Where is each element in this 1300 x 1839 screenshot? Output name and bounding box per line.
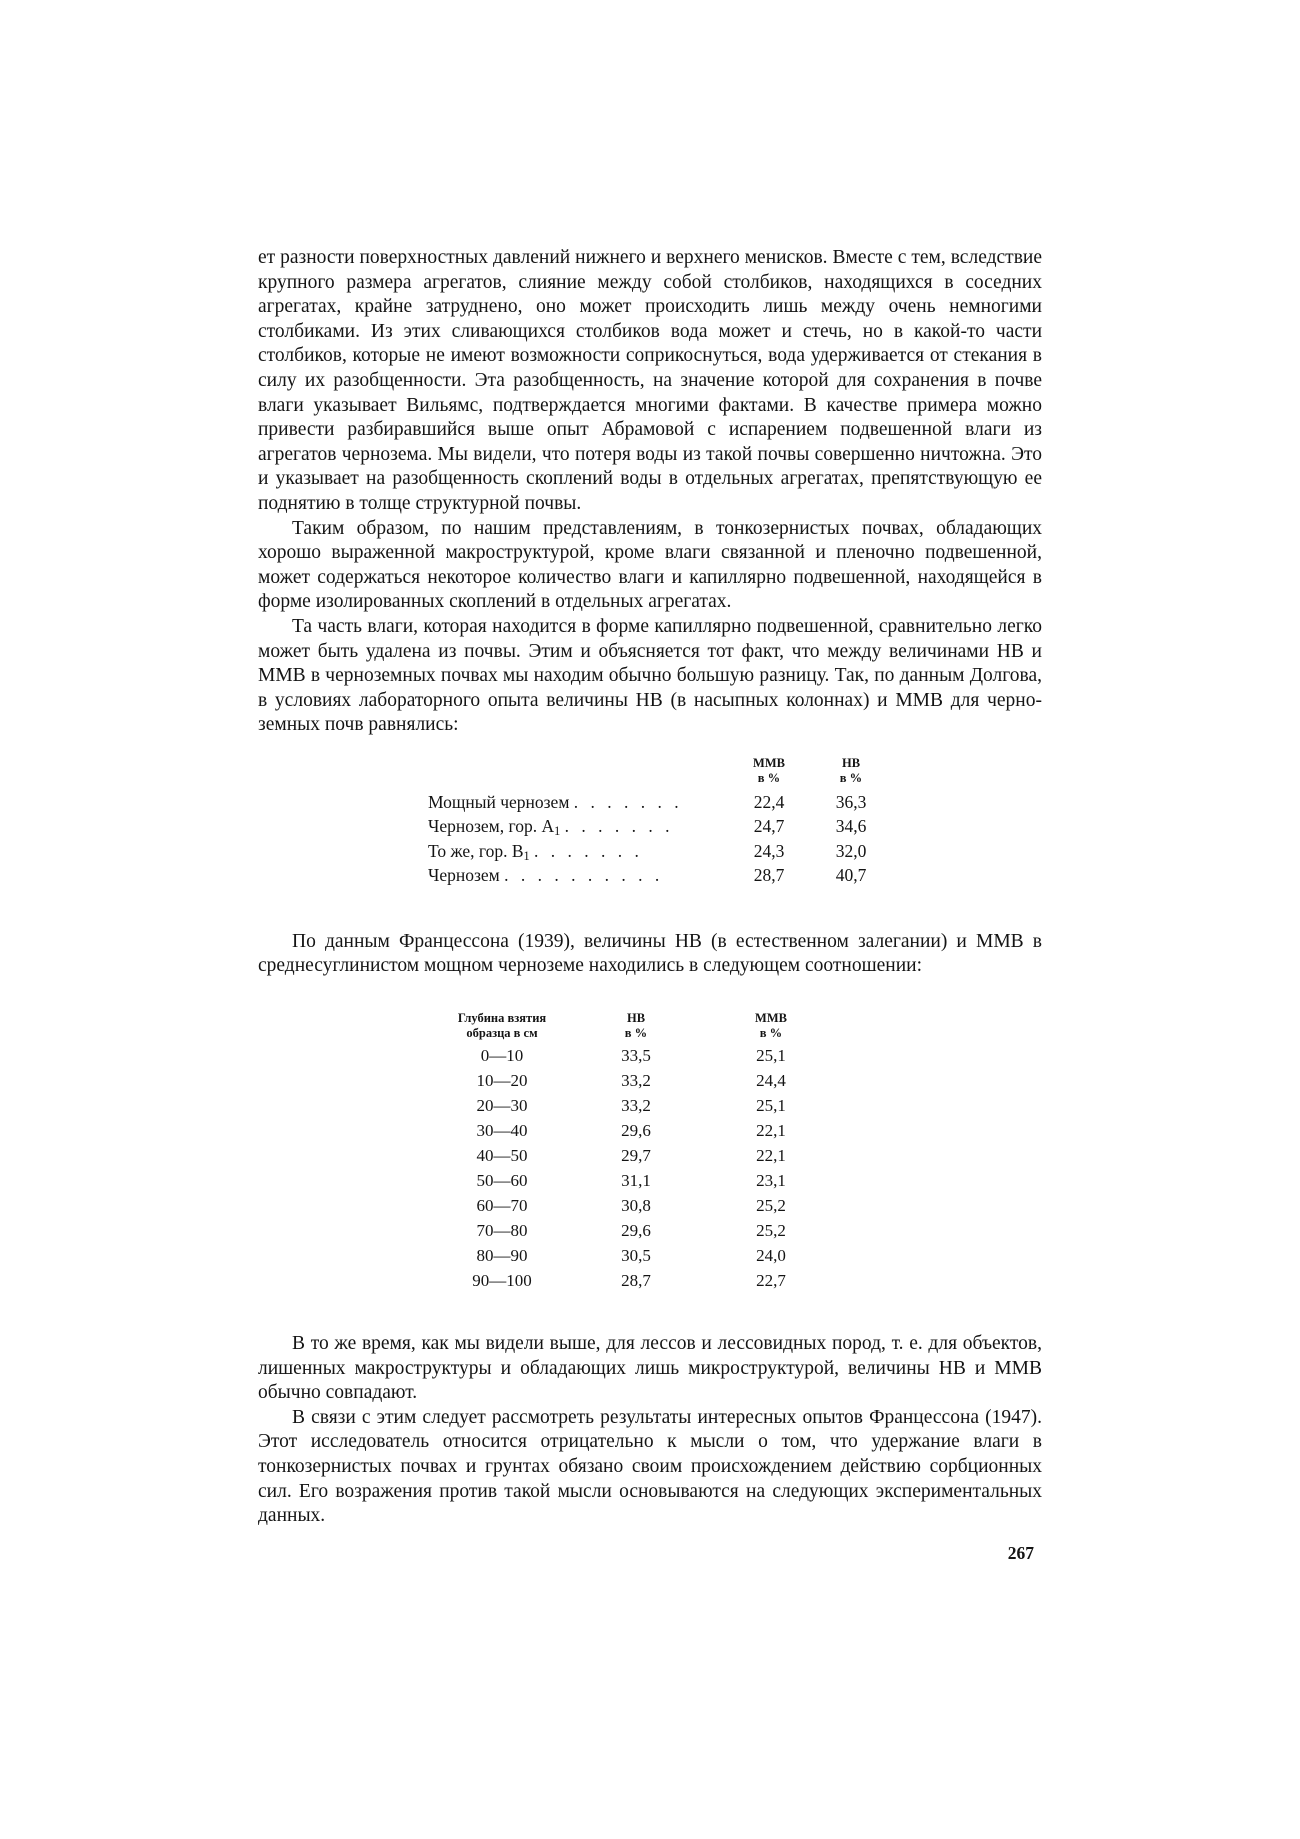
value-mmv: 23,1 bbox=[756, 1171, 786, 1191]
paragraph-5: В то же время, как мы видели выше, для лессов и лессовидных пород, т. е. для объектов, лишенных макроструктуры и обладающих лишь микроструктурой, величины НВ и ММВ обычно совпадают. bbox=[258, 1333, 1042, 1404]
table-row bbox=[428, 1121, 846, 1146]
value-hv: 28,7 bbox=[621, 1271, 651, 1291]
col-unit: в % bbox=[757, 770, 781, 785]
paragraph-3: Та часть влаги, которая находится в форме капиллярно подвешенной, сравнительно легко может быть удалена из почвы. Этим и объясняется тот факт, что между величинами НВ и ММВ в черноземных почвах мы находим обычно большую разницу. Так, по данным Долгова, в условиях лабораторного опыта величины НВ (в насыпных колоннах) и ММВ для черноземных почв равнялись: bbox=[258, 615, 1042, 736]
value-mmv: 22,7 bbox=[756, 1271, 786, 1291]
value-mmv: 25,1 bbox=[756, 1096, 786, 1116]
table-row bbox=[428, 1271, 846, 1296]
value-depth: 20—30 bbox=[476, 1096, 528, 1116]
value-mmv: 24,3 bbox=[753, 840, 785, 861]
table-header-row bbox=[258, 756, 892, 792]
table-row bbox=[428, 1246, 846, 1271]
subscript: 1 bbox=[523, 848, 530, 863]
value-depth: 60—70 bbox=[476, 1196, 528, 1216]
row-label: Мощный чернозем bbox=[428, 791, 570, 812]
value-hv: 29,7 bbox=[621, 1146, 651, 1166]
paragraph-6: В связи с этим следует рассмотреть результаты интересных опытов Францессона (1947). Этот исследователь относится отрицательно к мысли о том, что удержание влаги в тонкозернистых почвах и грунтах обязано своим происхождением действию сорбционных сил. Его возражения против такой мысли основываются на следующих экспериментальных данных. bbox=[258, 1406, 1042, 1527]
row-label: Чернозем, гор. A bbox=[428, 816, 555, 837]
table-row bbox=[258, 865, 892, 890]
table-row bbox=[258, 841, 892, 866]
value-depth: 80—90 bbox=[476, 1246, 528, 1266]
value-depth: 30—40 bbox=[476, 1121, 528, 1141]
leader-dots: . . . . . . . . . . bbox=[504, 865, 664, 886]
paragraph-1: ет разности поверхностных давлений нижнего и верхнего менисков. Вместе с тем, вследствие крупного размера агрегатов, слияние между собой столбиков, находящихся в соседних агрегатах, крайне затруднено, оно может происходить лишь между очень немногими столбиками. Из этих сливающихся столбиков вода может и стечь, но в какой-то части столбиков, которые не имеют возможности соприкоснуться, вода удерживается от стекания в силу их разобщенности. Эта разобщенность, на значение которой для сохранения в почве влаги указывает Вильямс, подтверждается многими фактами. В качестве примера можно привести разбиравшийся выше опыт Абрамовой с испарением подвешенной влаги из агрегатов чернозема. Мы видели, что потеря воды из такой почвы совершенно ничтожна. Это и указывает на разобщенность скоплений воды в отдельных агрегатах, препятствующую ее поднятию в толще структурной почвы. bbox=[258, 247, 1042, 514]
table-row bbox=[428, 1046, 846, 1071]
value-depth: 40—50 bbox=[476, 1146, 528, 1166]
col-header-mmv: ММВ bbox=[753, 755, 785, 770]
leader-dots: . . . . . . . bbox=[573, 791, 683, 812]
col-header-depth: Глубина взятия bbox=[457, 1011, 547, 1026]
col-header-mmv: ММВ bbox=[755, 1011, 787, 1026]
book-page bbox=[258, 246, 1042, 1564]
value-mmv: 22,1 bbox=[756, 1146, 786, 1166]
value-mmv: 22,1 bbox=[756, 1121, 786, 1141]
value-hv: 32,0 bbox=[835, 840, 867, 861]
value-hv: 33,5 bbox=[621, 1046, 651, 1066]
value-mmv: 28,7 bbox=[753, 865, 785, 886]
page-number: 267 bbox=[1007, 1542, 1034, 1563]
table-row bbox=[428, 1221, 846, 1246]
table-header-row bbox=[428, 1011, 846, 1046]
table-row bbox=[428, 1146, 846, 1171]
value-hv: 36,3 bbox=[835, 791, 867, 812]
paragraph-2: Таким образом, по нашим представлениям, в тонкозернистых почвах, обладающих хорошо выраженной макроструктурой, кроме влаги связанной и пленочно подвешенной, может содержаться некоторое количество влаги и капиллярно подвешенной, находящейся в форме изолированных скоплений в отдельных агрегатах. bbox=[258, 517, 1042, 613]
value-mmv: 24,0 bbox=[756, 1246, 786, 1266]
value-depth: 90—100 bbox=[472, 1271, 532, 1291]
leader-dots: . . . . . . . bbox=[534, 840, 643, 861]
value-mmv: 22,4 bbox=[753, 791, 785, 812]
value-hv: 40,7 bbox=[835, 865, 867, 886]
leader-dots: . . . . . . . bbox=[564, 816, 674, 837]
col-header-depth-unit: образца в см bbox=[466, 1026, 538, 1041]
subscript: 1 bbox=[554, 824, 561, 839]
value-mmv: 25,2 bbox=[756, 1196, 786, 1216]
value-depth: 0—10 bbox=[480, 1046, 524, 1066]
table-row bbox=[258, 792, 892, 817]
value-mmv: 24,7 bbox=[753, 816, 785, 837]
value-depth: 50—60 bbox=[476, 1171, 528, 1191]
value-hv: 29,6 bbox=[621, 1121, 651, 1141]
value-mmv: 24,4 bbox=[756, 1071, 786, 1091]
col-unit: в % bbox=[759, 1026, 783, 1041]
table-row bbox=[258, 816, 892, 841]
row-label: Чернозем bbox=[428, 865, 500, 886]
table-dolgov bbox=[258, 756, 892, 890]
value-hv: 30,8 bbox=[621, 1196, 651, 1216]
value-mmv: 25,1 bbox=[756, 1046, 786, 1066]
table-francesson bbox=[428, 1011, 846, 1296]
value-hv: 33,2 bbox=[621, 1071, 651, 1091]
value-hv: 31,1 bbox=[621, 1171, 651, 1191]
table-row bbox=[428, 1071, 846, 1096]
col-unit: в % bbox=[624, 1026, 648, 1041]
value-depth: 10—20 bbox=[476, 1071, 528, 1091]
value-hv: 34,6 bbox=[835, 816, 867, 837]
col-header-hv: НВ bbox=[626, 1011, 646, 1026]
value-mmv: 25,2 bbox=[756, 1221, 786, 1241]
col-unit: в % bbox=[839, 770, 863, 785]
table-row bbox=[428, 1171, 846, 1196]
value-hv: 33,2 bbox=[621, 1096, 651, 1116]
value-hv: 29,6 bbox=[621, 1221, 651, 1241]
value-depth: 70—80 bbox=[476, 1221, 528, 1241]
col-header-hv: НВ bbox=[841, 755, 861, 770]
row-label: То же, гор. B bbox=[428, 840, 524, 861]
table-row bbox=[428, 1096, 846, 1121]
table-row bbox=[428, 1196, 846, 1221]
value-hv: 30,5 bbox=[621, 1246, 651, 1266]
paragraph-4: По данным Францессона (1939), величины НВ (в естественном залегании) и ММВ в среднесуглинистом мощном черноземе находились в следующем соотношении: bbox=[258, 930, 1042, 977]
